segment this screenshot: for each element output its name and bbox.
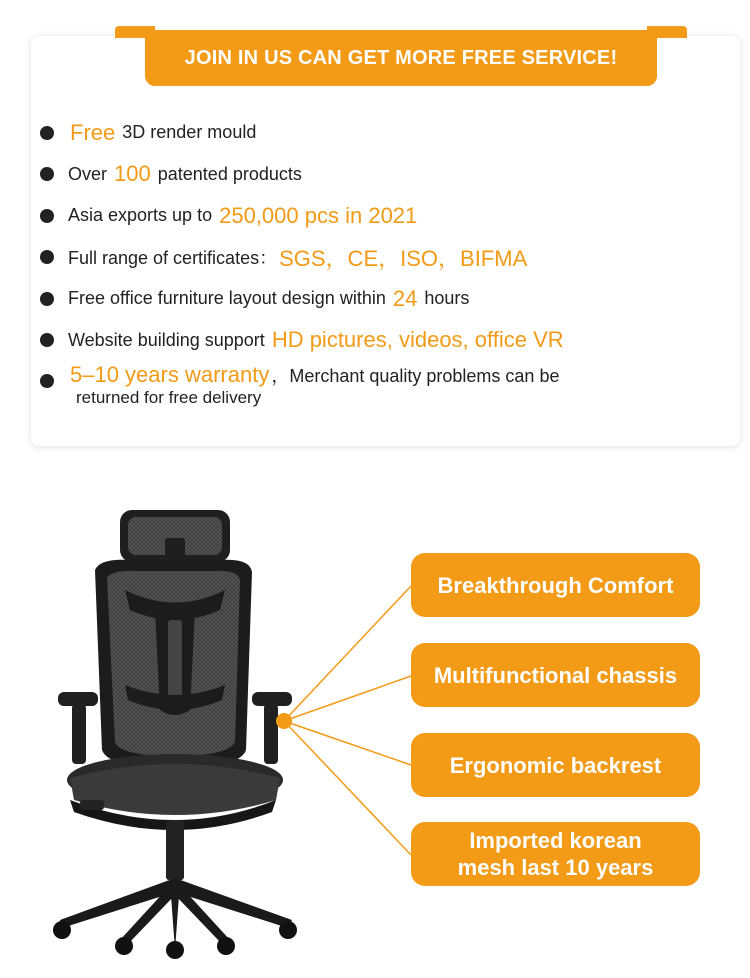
benefit-text: ，Merchant quality problems can be (271, 366, 560, 386)
feature-label: Multifunctional chassis (411, 643, 700, 707)
benefit-accent: 250,000 pcs in 2021 (219, 202, 418, 228)
benefit-accent: 5–10 years warranty (70, 362, 270, 387)
feature-label: Imported korean mesh last 10 years (411, 822, 700, 886)
benefit-text: 3D render mould (122, 122, 257, 143)
benefit-accent: Free (70, 119, 116, 145)
benefit-text: hours (424, 288, 470, 309)
benefit-text: Website building support (68, 329, 265, 350)
benefit-text: patented products (157, 163, 302, 184)
banner-title: JOIN IN US CAN GET MORE FREE SERVICE! (145, 30, 657, 86)
benefit-text: Asia exports up to (68, 205, 213, 226)
benefit-text: Free office furniture layout design within (68, 288, 386, 309)
benefit-accent: 100 (114, 161, 151, 187)
benefit-accent: 24 (392, 285, 418, 311)
feature-label: Breakthrough Comfort (411, 553, 700, 617)
connector-dot-icon (276, 713, 292, 729)
benefit-accent: SGS，CE，ISO，BIFMA (279, 245, 528, 271)
feature-label: Ergonomic backrest (411, 733, 700, 797)
benefit-text: Full range of certificates： (68, 248, 278, 269)
benefit-accent: HD pictures, videos, office VR (271, 327, 564, 353)
benefit-text-line2: returned for free delivery (76, 388, 262, 407)
benefit-text: Over (68, 163, 108, 184)
